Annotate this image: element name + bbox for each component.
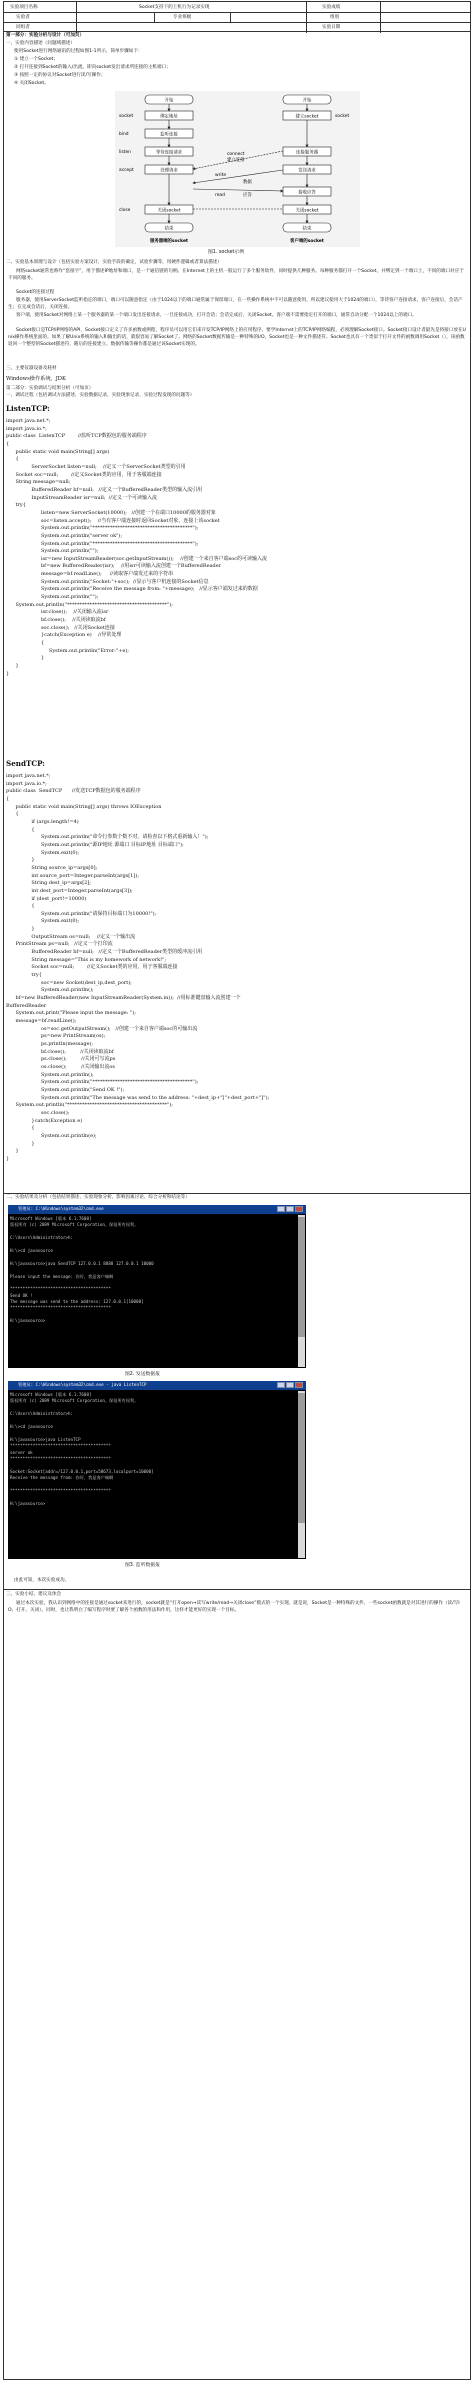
results-divider [3, 1193, 471, 1194]
close-button[interactable] [295, 1382, 303, 1388]
part2-title: 第二部分：实验调试与结果分析（可加页） [6, 386, 94, 391]
cmd-line: **************************************** [10, 1455, 111, 1461]
cmd-line: 版权所有 (c) 2009 Microsoft Corporation。保留所有权利。 [10, 1398, 139, 1404]
client-box-connect: 连接服务器 [296, 150, 318, 156]
server-box-start: 开始 [164, 98, 174, 104]
listen-tcp-title: ListenTCP: [6, 404, 50, 413]
label-score: 实验成绩 [322, 5, 341, 10]
server-step-close: close [119, 208, 131, 213]
scrollbar-thumb[interactable] [298, 1393, 305, 1523]
cmd-line: **************************************** [10, 1443, 111, 1449]
figure1-caption: 图1. socket示例 [208, 250, 245, 255]
send-tcp-title: SendTCP: [6, 759, 45, 768]
cmd-line: C:\Users\Administrator>h: [10, 1411, 74, 1417]
foot-server: 服务器端的socket [149, 239, 189, 244]
part1-title: 第一部分：实验分析与设计（可加页） [6, 33, 85, 38]
foot-client: 客户端的socket [290, 239, 324, 244]
cmd-line: H:\javasource>java SendTCP 127.0.0.1 8888 127.0.0.1 10000 [10, 1260, 154, 1266]
server-column [119, 95, 193, 232]
close-button[interactable] [295, 1206, 303, 1212]
client-box-send: 发送请求 [298, 168, 316, 174]
step-2: ② 打开连接到Socket的输入/出流，即向socket发出请求所连接的主机端口； [14, 65, 171, 70]
step-3: ③ 按照一定的协议对Socket进行读/写操作； [14, 73, 106, 78]
part2-section3-heading: 三、实验小结、建议及体会 [6, 1592, 62, 1597]
cmd-window-send [8, 1205, 306, 1368]
server-box-end: 结束 [164, 226, 174, 232]
part2-section2-heading: 二、实验结果及分析（包括结果描述、实验现象分析、影响因素讨论、综合分析和结论等） [6, 1195, 190, 1200]
label-date: 实验日期 [322, 25, 341, 30]
cmd-output [10, 1392, 297, 1557]
maximize-button[interactable] [286, 1206, 294, 1212]
mid-reply: 应答 [243, 193, 252, 198]
client-box-end: 结束 [302, 226, 312, 232]
cmd-line: **************************************** [10, 1305, 111, 1311]
client-step-socket: socket [335, 114, 350, 119]
client-box-close: 关闭socket [295, 208, 319, 214]
cmd-line: Send OK ! [10, 1292, 33, 1298]
socket-flow-diagram [115, 91, 360, 247]
part1-section3-heading: 三、主要仪器设备及耗材 [6, 366, 57, 371]
cmd-line: H:\javasource> [10, 1318, 46, 1324]
step-1: ① 建立一个Socket； [14, 57, 58, 62]
label-group: 组别 [330, 15, 340, 20]
mid-establish: 建立连接 [227, 158, 245, 163]
label-experiment-name: 实验项目名称 [10, 5, 38, 10]
part1-section2-heading: 二、实验基本原理与设计（包括实验方案设计，实验手段的确定，试验步骤等，用硬件逻辑或者算法描述） [6, 260, 222, 265]
cmd-line: Socket:Socket[addr=/127.0.0.1,port=58673,localport=10000] [10, 1468, 154, 1474]
cmd-window-listen [8, 1381, 306, 1559]
header-table [3, 1, 471, 32]
mid-data: 数据 [243, 180, 252, 185]
server-step-socket: socket [119, 114, 134, 119]
part1-section2-p3: 客户端，使用Socket对网络上某一个服务器的某一个端口发出连接请求，一旦连接成功，打开会话；会话完成后，关闭Socket。客户端不需要指定打开的端口，通常自动分配一个1024以上的端口。 [16, 313, 417, 318]
server-box-wait: 等待连接请求 [155, 150, 183, 156]
cmd-line: Please input the message: 你好，我是客户端啊 [10, 1273, 114, 1279]
figure2-caption: 图2. 发送数据报 [125, 1372, 160, 1377]
cmd-line: Microsoft Windows [版本 6.1.7600] [10, 1216, 92, 1221]
label-class: 专业班级 [173, 15, 192, 20]
cmd-line: C:\Users\Administrator>h: [10, 1235, 74, 1241]
part1-section2-p1: 网络socket通常也称作“套接字”，用于描述IP地址和端口，是一个通信链的句柄。在Internet上的主机一般运行了多个服务软件，同时提供几种服务。每种服务都打开一个Socket，并绑定到一个端口上，不同的端口对应于不同的服务。 [8, 269, 464, 282]
part1-section3-body: Windows操作系统，JDK [6, 376, 66, 382]
part1-section2-p4: Socket接口是TCP/IP网络的API，Socket接口定义了许多函数或例程，程序员可以用它们来开发TCP/IP网络上的应用程序。要学Internet上的TCP/IP网络编程，必须理解Socket接口。Socket接口设计者最先是将接口放在Unix操作系统里面的。如果了解Unix系统的输入和输出的话，就很容易了解Socket了。网络的Socket数据传输是一种特殊的I/O，Socket也是一种文件描述符。Socket也具有一个类似于打开文件的函数调用Socket（），该函数返回一个整型的Socket描述符，随后的连接建立、数据传输等操作都是通过该Socket实现的。 [8, 328, 466, 348]
figure3-caption: 图3. 监听数据报 [125, 1563, 160, 1568]
cmd-line: H:\javasource>java ListenTCP [10, 1436, 81, 1442]
reply-arrow [193, 189, 283, 191]
mid-connect: connect [227, 152, 245, 157]
server-box-listen: 监听连接 [160, 132, 178, 138]
minimize-button[interactable] [277, 1382, 285, 1388]
server-box-bind-addr: 绑定地址 [160, 114, 178, 120]
experiment-name: Socket支持下的上机行为记录实现 [139, 5, 210, 10]
cmd-line: 版权所有 (c) 2009 Microsoft Corporation。保留所有权利。 [10, 1222, 139, 1228]
cmd-line: H:\>cd javasource [10, 1247, 53, 1253]
server-step-listen: listen [119, 150, 131, 155]
cmd-line: server ok [10, 1449, 33, 1455]
server-box-close: 关闭socket [157, 208, 181, 214]
part2-section3-body: 通过本次实验，我认识到网络中的连接是通过socket来进行的，socket就是“打开open→读写write/read→关闭close”模式的一个实现。就是说，Socket是一种特殊的文件，一些socket函数就是对其进行的操作（读/写IO、打开、关闭）。同时，也让我明白了编写程序时要了解各个函数的用法和作用，这样才能更好的实现一个目标。 [8, 1601, 460, 1614]
client-box-start: 开始 [302, 98, 312, 104]
cmd-title: 管理员: C:\Windows\system32\cmd.exe [18, 1206, 104, 1211]
part2-section1-heading: 一、调试过程（包括调试方法描述、实验数据记录，实验现象记录，实验过程发现的问题等） [6, 393, 195, 398]
summary-divider [3, 1589, 471, 1590]
step-4: ④ 关闭Socket。 [14, 81, 49, 86]
client-box-recv: 接收应答 [298, 190, 316, 196]
cmd-line: H:\javasource> [10, 1500, 46, 1506]
label-partner: 同组者 [16, 25, 30, 30]
send-tcp-code: import java.net.*; import java.io.*; public class SendTCP //发送TCP数据包的服务端程序 { public static void main(String[] args) throws IOException { if (args.length!=4) { System.out.println("命令行参数个数不对，请检查以下格式重新输入！"); System.out.println("源IP地址 源端口 目标IP地址 目标端口"); System.exit(0); } String source_ip=args[0]; int source_port=Integer.parseInt(args[1]); String dest_ip=args[2]; int dest_port=Integer.parseInt(args[3]); if (dest_port!=10000) { System.out.println("请保持目标端口为10000!"); System.exit(0); } OutputStream os=null; //定义一个输出流 PrintStream ps=null; //定义一个打印流 BufferedReader bf=null; //定义一个BufferedReader类型的缓冲流引用 String message="This is my homework of network!"; Socket soc=null; //定义Socket类的应用，用于客服端连接 try{ soc=new Socket(dest_ip,dest_port); System.out.println(); bf=new BufferedReader(new InputStreamReader(System.in)); //用标准键盘输入流创建一个 BufferedReader System.out.print("Please input the message: "); message=bf.readLine(); os=soc.getOutputStream(); //创建一个来自客户端soc的可输出流 ps=new PrintStream(os); ps.println(message); bf.close(); //关闭读取流bf ps.close(); //关闭可写流ps os.close(); //关闭输出流os System.out.println(); System.out.println("****************************************"); System.out.println("Send OK !"); System.out.println("The message was send to the address: "+dest_ip+"["+dest_port+"]"); System.out.println("****************************************"); soc.close(); }catch(Exception e) { System.out.println(e); } } } [6, 773, 270, 1162]
request-arrow [193, 170, 283, 183]
cmd-line: H:\>cd javasource [10, 1423, 53, 1429]
listen-tcp-code: import java.net.*; import java.io.*; public class ListenTCP //监听TCP数据包的服务端程序 { public static void main(String[] args) { ServerSocket listen=null; //定义一个ServerSocket类型的引用 Socket soc=null; //定义Socket类的应用，用于客服端连接 String message=null; BufferedReader bf=null; //定义一个BufferedReader类型的输入流引用 InputStreamReader isr=null; //定义一个可读输入流 try{ listen=new ServerSocket(10000); //创建一个在端口10000的服务器对象 soc=listen.accept(); //当有客户端连接时返回Socket对象，连接上该socket System.out.println("****************************************"); System.out.println("server ok"); System.out.println("****************************************"); System.out.println(""); isr=new InputStreamReader(soc.getInputStream()); //创建一个来自客户端soc的可读输入流 bf=new BufferedReader(isr); //用isr可读输入流创建一个BufferedReader message=bf.readLine(); //读取客户端发过来的字符串 System.out.println("Socket:"+soc); //显示与客户机连接的Socket信息 System.out.println("Receive the message from: "+message); //显示客户端发过来的数据 System.out.println(""); System.out.println("****************************************"); isr.close(); //关闭输入流isr bf.close(); //关闭读取流bf soc.close(); //关闭Socket连接 }catch(Exception e) //异常处理 { System.out.println("Error:"+e); } } } [6, 418, 268, 677]
part1-section1-heading: 一、实验内容描述（问题域描述） [6, 41, 75, 46]
cmd-title: 管理员: C:\Windows\system32\cmd.exe - java ListenTCP [18, 1382, 147, 1387]
cmd-line: Receive the message from: 你好，我是客户端啊 [10, 1475, 114, 1481]
server-step-bind: bind [119, 132, 129, 137]
server-box-handle: 处理请求 [160, 168, 178, 174]
label-experimenter: 实验者 [16, 15, 30, 20]
mid-read: read [215, 193, 225, 198]
cmd-line: **************************************** [10, 1487, 111, 1493]
maximize-button[interactable] [286, 1382, 294, 1388]
scrollbar-thumb[interactable] [298, 1217, 305, 1337]
server-step-accept: accept [119, 168, 134, 173]
minimize-button[interactable] [277, 1206, 285, 1212]
part1-section1-lead: 使用Socket进行网络通讯的过程如图1-1所示，简单步骤如下： [14, 49, 143, 54]
part1-section2-p2: 服务器，使用ServerSocket监听指定的端口，端口可以随意指定（由于1024以下的端口通常属于保留端口，在一些操作系统中不可以随意使用，所以建议使用大于1024的端口），等待客户连接请求，客户连接后，会话产生；在完成会话后，关闭连接。 [8, 298, 463, 311]
part1-section2-p2-head: Socket的连接过程 [16, 290, 55, 295]
result-note: 由此可知，本次实验成功。 [14, 1578, 70, 1583]
cmd-line: **************************************** [10, 1286, 111, 1292]
cmd-output [10, 1216, 297, 1366]
client-column [283, 95, 349, 232]
cmd-line: Microsoft Windows [版本 6.1.7600] [10, 1392, 92, 1397]
client-box-create: 建立socket [295, 114, 319, 120]
cmd-line: The message was send to the address: 127.0.0.1[10000] [10, 1299, 144, 1305]
mid-write: write [215, 173, 227, 178]
